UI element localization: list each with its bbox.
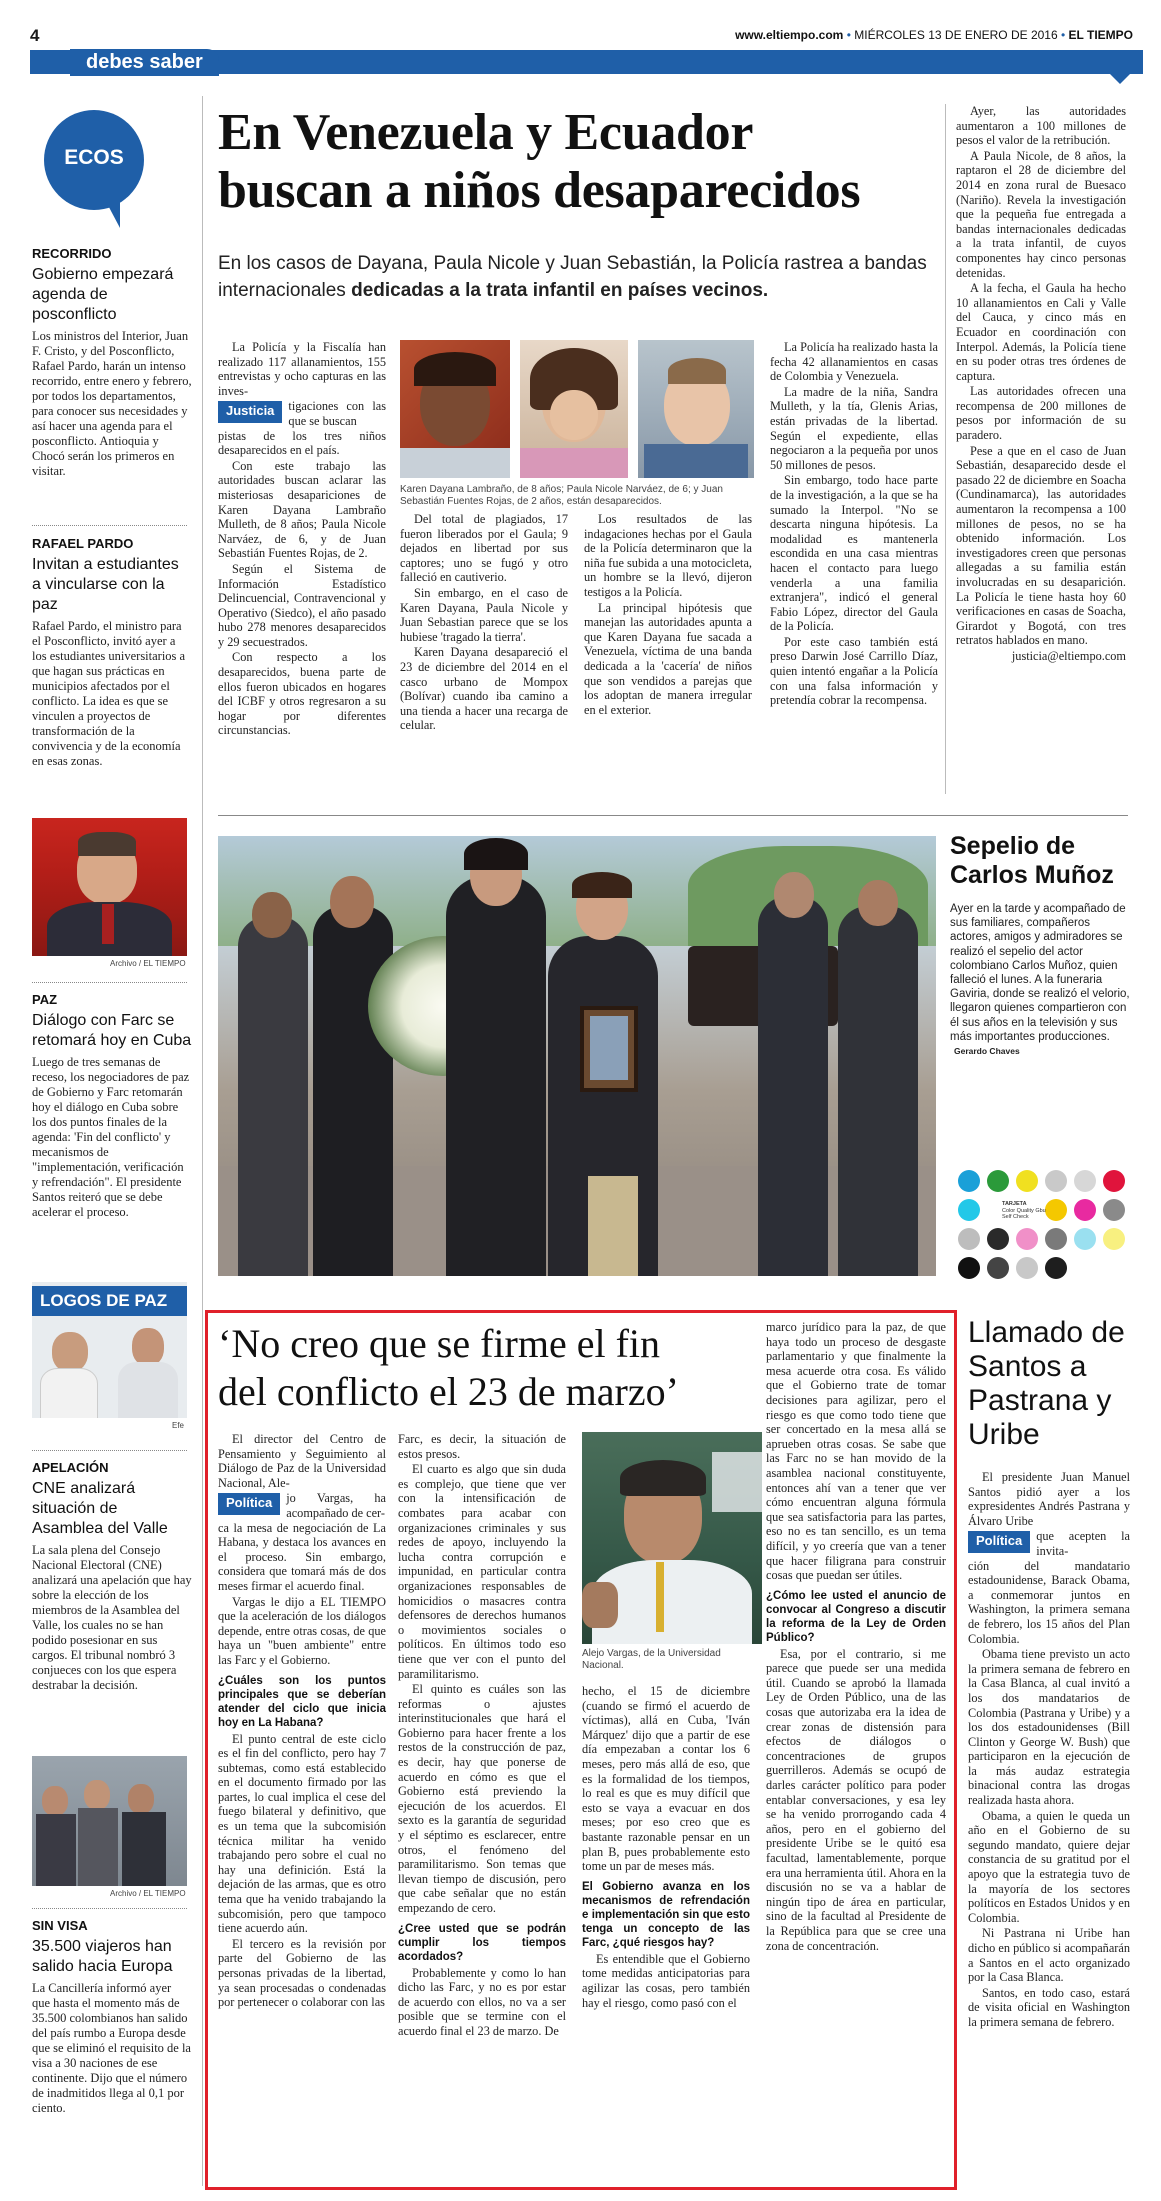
- ecos-divider: [32, 525, 187, 526]
- main-col-5: Ayer, las autoridades aumentaron a 100 millones de pesos el valor de la retribución. A Paula Nicole, de 8 años, la raptaron el 28 de diciembre del 2014 en zona rural de Buesaco (Nariño). Revela la investigación que la pequeña fue entregada a bandas internacionales dedicadas a la trata infantil, de cuyos componentes hay cinco personas detenidas. A la fecha, el Gaula ha hecho 10 allanamientos en Cali y Valle del Cauca, y cinco más en Ecuador en coordinación con Interpol. Además, la Policía tiene en su poder otras tres órdenes de captura. Las autoridades ofrecen una recompensa de 200 millones de pesos por información de su paradero. Pese a que en el caso de Juan Sebastián, desaparecido desde el pasado 22 de diciembre en Soacha (Cundinamarca), las autoridades aumentaron la recompensa a 100 millones de pesos, no se ha obtenido información. Los investigadores creen que personas allegadas a su familia están involucradas en su desaparición. La Policía le tiene hasta hoy 60 verificaciones en casas de Soacha, Girardot y Bogotá, con tres retratos hablados en mano. justicia@eltiempo.com: [956, 104, 1126, 663]
- paz-photo-credit: Efe: [172, 1421, 185, 1430]
- color-swatch: [958, 1228, 980, 1250]
- question-3: El Gobierno avanza en los mecanismos de refrendación e implementación sin que esto tenga un concepto de las Farc, ¿qué riesgos hay?: [582, 1880, 750, 1949]
- color-swatch: [1045, 1170, 1067, 1192]
- color-swatch: [1103, 1170, 1125, 1192]
- interview-col-3: hecho, el 15 de diciembre (cuando se firmó el acuerdo de víctimas), allá en Cuba, 'Iván Márquez' dijo que a partir de ese día empezaban a contar los 6 meses, pero más allá de eso, que es la formalidad de los tiempos, lo real es que es muy difícil que esto se vaya a evacuar en dos meses; por eso creo que es bastante razonable pensar en un plan B, pues probablemente esto tome un par de meses más. El Gobierno avanza en los mecanismos de refrendación e implementación sin que esto tenga un concepto de las Farc, ¿qué riesgos hay? Es entendible que el Gobierno tome medidas anticipatorias para agilizar las cosas, pero también hay el riesgo, como pasó con el: [582, 1684, 750, 2010]
- author-email[interactable]: justicia@eltiempo.com: [1011, 648, 1126, 663]
- interview-headline[interactable]: ‘No creo que se firme el fin del conflicto el 23 de marzo’: [218, 1321, 679, 1414]
- vargas-photo-caption: Alejo Vargas, de la Universidad Nacional.: [582, 1648, 721, 1671]
- color-swatch: [1045, 1228, 1067, 1250]
- section-label[interactable]: debes saber: [70, 49, 219, 76]
- pardo-photo-credit: Archivo / EL TIEMPO: [110, 959, 186, 968]
- ecos-logo: ECOS: [32, 96, 142, 246]
- vargas-photo: [582, 1432, 762, 1644]
- ecos-item-apelacion[interactable]: APELACIÓN CNE analizará situación de Asamblea del Valle La sala plena del Consejo Nacional Electoral (CNE) analizará una apelación que hay sobre la elección de los miembros de la Asamblea del Valle, los cuales no se han podido posesionar en sus cargos. El tribunal nombró 3 conjueces con los que espera destrabar la decisión.: [32, 1460, 192, 1692]
- pardo-photo: [32, 818, 187, 956]
- ecos-item-paz[interactable]: PAZ Diálogo con Farc se retomará hoy en Cuba Luego de tres semanas de receso, los negociadores de paz de Gobierno y Farc retomarán hoy el diálogo en Cuba sobre los dos puntos finales de la agenda: 'Fin del conflicto' y mecanismos de "implementación, verificación y refrendación". El presidente Santos reiteró que se debe acelerar el proceso.: [32, 992, 192, 1219]
- question-4: ¿Cómo lee usted el anuncio de convocar al Congreso a discutir la reforma de la Ley de Orden Público?: [766, 1589, 946, 1644]
- politica-tag-interview[interactable]: Política: [218, 1493, 280, 1515]
- child-photo-juan: [638, 340, 754, 478]
- color-swatch: [987, 1170, 1009, 1192]
- color-swatch: [958, 1257, 980, 1279]
- color-swatch: [958, 1199, 980, 1221]
- funeral-photo-credit: Gerardo Chaves: [954, 1046, 1020, 1057]
- color-swatch: [958, 1170, 980, 1192]
- child-photo-karen: [400, 340, 510, 478]
- children-photo-caption: Karen Dayana Lambraño, de 8 años; Paula Nicole Narváez, de 6; y Juan Sebastián Fuentes Rojas, de 2 años, están desaparecidos.: [400, 484, 723, 507]
- color-check-bar: [958, 1170, 1130, 1285]
- funeral-body: Ayer en la tarde y acompañado de sus familiares, compañeros actores, amigos y admiradores se realizó el sepelio del actor colombiano Carlos Muñoz, quien falleció el lunes. A la funeraria Gaviria, donde se realizó el velorio, llegaron quienes compartieron con él sus años en la televisión y sus más importantes producciones. Gerardo Chaves: [950, 903, 1130, 1057]
- ecos-item-sin-visa[interactable]: SIN VISA 35.500 viajeros han salido hacia Europa La Cancillería informó ayer que hasta el momento más de 35.500 colombianos han salido del país rumbo a Europa desde que se eliminó el requisito de la visa a 30 naciones de ese continente. Dijo que el número de inadmitidos llega al 0,1 por ciento.: [32, 1918, 191, 2115]
- main-col-2: Del total de plagiados, 17 fueron liberados por el Gaula; 9 dejados en libertad por sus captores; uno se fugó y otro falleció en cautiverio. Sin embargo, en el caso de Karen Dayana, Paula Nicole y Juan Sebastian parece que se los hubiese 'tragado la tierra'. Karen Dayana desapareció el 23 de diciembre del 2014 en el casco urbano de Mompox (Bolívar) cuando iba camino a una tienda a hacer una recarga de celular.: [400, 512, 568, 733]
- interview-col-2: Farc, es decir, la situación de estos presos. El cuarto es algo que sin duda es complejo, que tiene que ver con la intensificación de combates para acabar con organizaciones criminales y sus redes de apoyo, incluyendo la lucha contra corrupción e impunidad, en particular contra organizaciones responsables de homicidios o masacres contra defensores de derechos humanos o movimientos sociales o políticos. En últimos todo eso tiene que ver con el punto del paramilitarismo. El quinto es cuáles son las reformas o ajustes interinstitucionales que hará el Gobierno para hacer frente a los restos de la construcción de paz, es decir, hay que ponerse de acuerdo en cómo es que el Gobierno está previendo la ejecución de los acuerdos. El sexto es la garantía de seguridad y el séptimo es esclarecer, entre otros, el fenómeno del paramilitarismo. Son temas que llevan tiempo de discusión, pero que cabe señalar que no están empezando de cero. ¿Cree usted que se podrán cumplir los tiempos acordados? Probablemente y como lo han dicho las Farc, y no es por estar de acuerdo con ellos, no va a ser posible que se termine con el acuerdo final el 23 de marzo. De: [398, 1432, 566, 2038]
- page-number: 4: [30, 26, 40, 45]
- interview-col-1: El director del Centro de Pensamiento y Seguimiento al Diálogo de Paz de la Universidad Nacional, Ale- Política jo Vargas, ha acompañado de cer- ca la mesa de negociación de La Habana, y destaca los avances en el proceso. Sin embargo, considera que tomará más de dos meses firmar el acuerdo final. Vargas le dijo a EL TIEMPO que la aceleración de los diálogos depende, entre otras cosas, de que haya un "buen ambiente" entre las Farc y el Gobierno. ¿Cuáles son los puntos principales que se deberían atender del ciclo que inicia hoy en La Habana? El punto central de este ciclo es el fin del conflicto, pero hay 7 subtemas, como está establecido en el documento firmado por las partes, lo cual implica el cese del fuego bilateral y definitivo, que es un tema que la subcomisión técnica militar ha venido trabajando pero sobre el cual no hay una definición. Está la dejación de las armas, que es otro tema que ha venido trabajando la subcomisión, pero que tampoco tiene acuerdo aún. El tercero es la revisión por parte del Gobierno de las personas privadas de la libertad, ya sean procesadas o condenadas por pertenecer o colaborar con las: [218, 1432, 386, 2010]
- color-swatch: [987, 1228, 1009, 1250]
- color-swatch: [1016, 1257, 1038, 1279]
- color-swatch: [1074, 1228, 1096, 1250]
- color-swatch: [1045, 1257, 1067, 1279]
- interview-col-4: marco jurídico para la paz, de que haya todo un proceso de desgaste parlamentario y que finalmente la mesa acuerde otra cosa. Es válido que el Gobierno trate de tomar decisiones para agilizar, pero el riesgo es que como todo tiene que ser concertado en la mesa allá se aprueben otras cosas. Se sabe que las Farc no se han movido de la asamblea nacional constituyente, entonces ahí van a tener que ver cómo encuentran alguna fórmula que sea satisfactoria para las partes, eso no es tan sencillo, es un tema difícil, y yo creería que van a tener que hacer filigrana para construir cosas que puedan ser útiles. ¿Cómo lee usted el anuncio de convocar al Congreso a discutir la reforma de la Ley de Orden Público? Esa, por el contrario, si me parece que puede ser una medida útil. Cuando se aprobó la llamada Ley de Orden Público, una de las cosas que autorizaba era la idea de crear zonas de distensión para efectos de diálogos o concentraciones de grupos guerrilleros. Además se ocupó de darles carácter político para poder entablar conversaciones, y esa ley se ha venido prorrogando cada 4 años, pero en el gobierno del presidente Uribe se le quitó esa facultad, lamentablemente, porque era una herramienta útil. Ahora en la discusión no se va a hablar de ningún tipo de área en particular, sino de la facultad al Presidente de la República para que se cree una zona de concentración.: [766, 1320, 946, 1953]
- ecos-column: [32, 96, 192, 479]
- main-col-1: La Policía y la Fiscalía han realizado 117 allanamientos, 155 entrevistas y ocho capturas en las inves- Justicia tigaciones con las que se buscan pistas de los tres niños desaparecidos en el país. Con este trabajo las autoridades buscan aclarar las misteriosas desapariciones de Karen Dayana Lambraño Mulleth, de 8 años; Paula Nicole Narváez, de 6, y de Juan Sebastián Fuentes Rojas, de 2. Según el Sistema de Información Estadístico Delincuencial, Contravencional y Operativo (Siedco), el año pasado hubo 278 menores desaparecidos y 29 secuestrados. Con respecto a los desaparecidos, buena parte de ellos fueron ubicados en hogares del ICBF y otros regresaron a su hogar por diferentes circunstancias.: [218, 340, 386, 738]
- ecos-item-recorrido[interactable]: RECORRIDO Gobierno empezará agenda de posconflicto Los ministros del Interior, Juan F. Cristo, y del Posconflicto, Rafael Pardo, harán un intenso recorrido, entre enero y febrero, por todos los departamentos, para conocer sus necesidades y así hacer una agenda para el posconflicto. Antioquia y Chocó serán los primeros en visitar.: [32, 246, 192, 478]
- color-swatch: [987, 1257, 1009, 1279]
- color-swatch: [1074, 1170, 1096, 1192]
- main-col-3: Los resultados de las indagaciones hechas por el Gaula de la Policía determinaron que la niña fue subida a una motocicleta, un hombre se la llevó, dijeron testigos a la Policía. La principal hipótesis que manejan las autoridades apunta a que Karen Dayana fue sacada a Venezuela, víctima de una banda dedicada a la 'cacería' de niños que son vendidos a parejas que los adoptan de manera irregular en el exterior.: [584, 512, 752, 717]
- color-swatch: [1103, 1199, 1125, 1221]
- color-swatch: [1016, 1228, 1038, 1250]
- santos-body: El presidente Juan Manuel Santos pidió ayer a los expresidentes Andrés Pastrana y Álvaro Uribe Política que acepten la invita- ción del mandatario estadounidense, Barack Obama, a conmemorar juntos en Washington, la primera semana de febrero, los 15 años del Plan Colombia. Obama tiene previsto un acto la primera semana de febrero en la Casa Blanca, al cual invitó a los dos mandatarios de Colombia (Pastrana y Uribe) y a los dos estadounidenses (Bill Clinton y George W. Bush) que participaron en la ejecución de la más audaz estrategia binacional contra las drogas realizada hasta ahora. Obama, a quien le queda un año en el Gobierno de su segundo mandato, quiere dejar constancia de su gratitud por el apoyo que la estrategia tuvo de la mayoría de los sectores políticos en Estados Unidos y en Colombia. Ni Pastrana ni Uribe han dicho en público si acompañarán a Santos en el acto organizado por la Casa Blanca. Santos, en todo caso, estará de visita oficial en Washington la primera semana de febrero.: [968, 1470, 1130, 2029]
- issue-date: MIÉRCOLES 13 DE ENERO DE 2016: [854, 28, 1058, 42]
- child-photo-paula: [520, 340, 628, 478]
- header-dateline: www.eltiempo.com • MIÉRCOLES 13 DE ENERO DE 2016 • EL TIEMPO: [735, 28, 1133, 42]
- color-swatch: [1016, 1170, 1038, 1192]
- apelacion-photo: [32, 1756, 187, 1886]
- color-check-label: TARJETA Color Quality Gbu Self Check: [1002, 1201, 1046, 1220]
- color-swatch: [1074, 1199, 1096, 1221]
- site-url[interactable]: www.eltiempo.com: [735, 28, 844, 42]
- apelacion-photo-credit: Archivo / EL TIEMPO: [110, 1889, 186, 1898]
- main-headline[interactable]: En Venezuela y Ecuador buscan a niños desaparecidos: [218, 104, 861, 219]
- color-swatch: [1045, 1199, 1067, 1221]
- funeral-photo: [218, 836, 936, 1276]
- color-swatch: [1103, 1228, 1125, 1250]
- paz-photo: LOGOS DE PAZ: [32, 1282, 187, 1418]
- funeral-headline[interactable]: Sepelio de Carlos Muñoz: [950, 832, 1114, 889]
- justicia-tag[interactable]: Justicia: [218, 401, 282, 423]
- section-bar-arrow: [1110, 74, 1130, 84]
- main-col-4: La Policía ha realizado hasta la fecha 42 allanamientos en casas de Colombia y Venezuela. La madre de la niña, Sandra Mulleth, y la tía, Glenis Arias, están privadas de la libertad. Según el expediente, ellas negociaron a la pequeña por unos 50 millones de pesos. Sin embargo, todo hace parte de la investigación, a la que se ha sumado la Interpol. "No se descarta ninguna hipótesis. La modalidad es mantenerla escondida en una casa mientras hacen el contacto para luego venderla a una familia extranjera", indicó el general Fabio López, director del Gaula de la Policía. Por este caso también está preso Darwin José Carrillo Díaz, quien intentó engañar a la Policía con una falsa información y pretendía cobrar la recompensa.: [770, 340, 938, 708]
- politica-tag-santos[interactable]: Política: [968, 1531, 1030, 1553]
- color-swatch-grid: [958, 1170, 1130, 1285]
- paper-name: EL TIEMPO: [1068, 28, 1133, 42]
- question-1: ¿Cuáles son los puntos principales que se deberían atender del ciclo que inicia hoy en La Habana?: [218, 1674, 386, 1729]
- ecos-item-rafael-pardo[interactable]: RAFAEL PARDO Invitan a estudiantes a vincularse con la paz Rafael Pardo, el ministro para el Posconflicto, invitó ayer a los estudiantes universitarios a que hagan sus prácticas en municipios afectados por el conflicto. La idea es que se vinculen a proyectos de transformación de la convivencia y de la economía en esas zonas.: [32, 536, 186, 768]
- question-2: ¿Cree usted que se podrán cumplir los tiempos acordados?: [398, 1922, 566, 1963]
- page-header: [0, 0, 1161, 80]
- santos-headline[interactable]: Llamado de Santos a Pastrana y Uribe: [968, 1316, 1125, 1451]
- main-deck: En los casos de Dayana, Paula Nicole y Juan Sebastián, la Policía rastrea a bandas internacionales dedicadas a la trata infantil en países vecinos.: [218, 253, 927, 301]
